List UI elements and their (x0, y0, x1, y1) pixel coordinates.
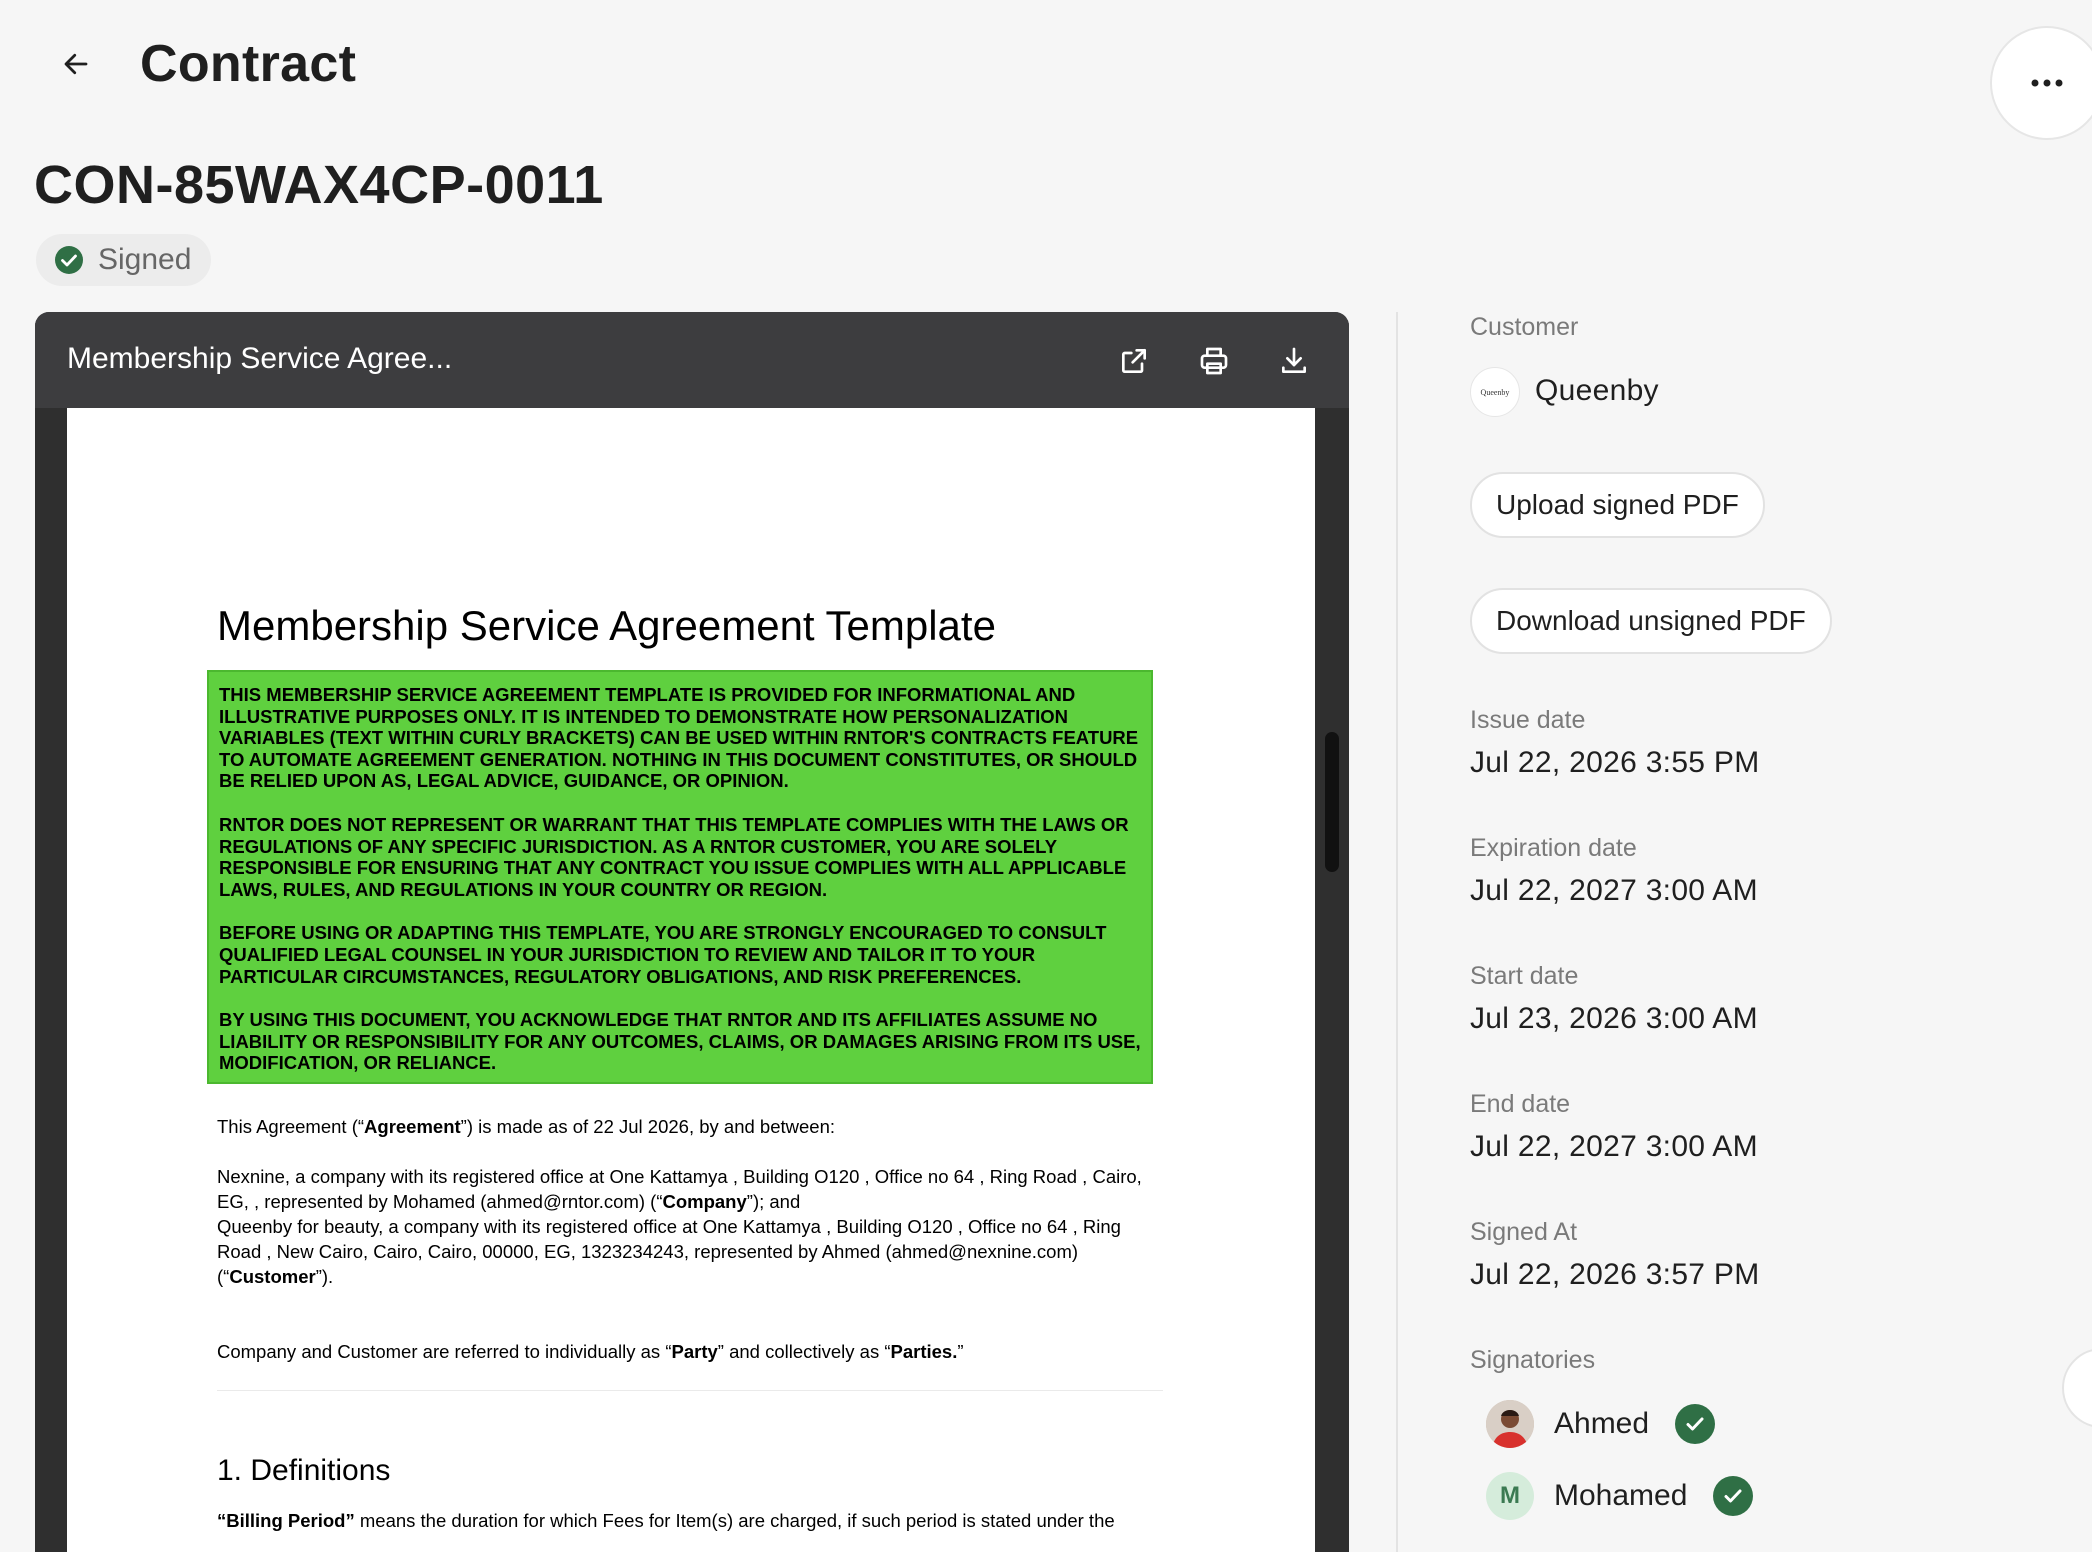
signatory-row (1486, 1400, 1715, 1448)
end-date-label: End date (1470, 1090, 1571, 1118)
expiration-date-value: Jul 22, 2027 3:00 AM (1470, 874, 1758, 907)
signed-check-icon (1713, 1476, 1753, 1516)
definition-billing-period: “Billing Period” means the duration for which Fees for Item(s) are charged, if such period is stated under the (217, 1510, 1115, 1531)
upload-signed-pdf-button[interactable]: Upload signed PDF (1470, 472, 1765, 538)
customer-logo: Queenby (1470, 367, 1520, 417)
document-viewer (35, 312, 1349, 1552)
viewer-scrollbar[interactable] (1325, 732, 1339, 872)
page-title: Contract (140, 35, 357, 93)
print-button[interactable] (1189, 336, 1239, 386)
floating-action-button[interactable] (2062, 1348, 2092, 1428)
panel-divider (1396, 312, 1398, 1552)
more-horizontal-icon (2030, 78, 2064, 88)
print-icon (1198, 345, 1230, 377)
customer-party: Queenby for beauty, a company with its registered office at One Kattamya , Building O120 , Office no 64 , Ring Road , New Cairo, Cairo, Cairo, 00000, EG, 1323234243, represented by Ahmed (ahmed@nexnine.com) (“Customer”). (217, 1216, 1121, 1287)
signatory-row (1486, 1472, 1753, 1520)
section-divider (217, 1390, 1163, 1391)
status-badge (36, 234, 211, 286)
parties-definition: Company and Customer are referred to individually as “Party” and collectively as “Parties.” (217, 1341, 964, 1362)
signatory-name: Mohamed (1554, 1479, 1688, 1512)
document-page (67, 408, 1315, 1552)
signatory-name: Ahmed (1554, 1407, 1650, 1440)
issue-date-value: Jul 22, 2026 3:55 PM (1470, 746, 1760, 779)
person-photo-icon (1486, 1400, 1534, 1448)
avatar: M (1486, 1472, 1534, 1520)
issue-date-label: Issue date (1470, 706, 1586, 734)
check-circle-icon (54, 245, 84, 275)
download-unsigned-pdf-button[interactable]: Download unsigned PDF (1470, 588, 1832, 654)
signed-check-icon (1675, 1404, 1715, 1444)
avatar (1486, 1400, 1534, 1448)
contract-id: CON-85WAX4CP-0011 (34, 155, 604, 215)
signatories-label: Signatories (1470, 1346, 1596, 1374)
start-date-value: Jul 23, 2026 3:00 AM (1470, 1002, 1758, 1035)
download-icon (1278, 345, 1310, 377)
viewer-toolbar (35, 312, 1349, 408)
disclaimer-box (207, 670, 1153, 1084)
status-label: Signed (98, 243, 192, 276)
signed-at-label: Signed At (1470, 1218, 1578, 1246)
disclaimer-paragraph: RNTOR DOES NOT REPRESENT OR WARRANT THAT THIS TEMPLATE COMPLIES WITH THE LAWS OR REGULATIONS OF ANY SPECIFIC JURISDICTION. AS A RNTOR CUSTOMER, YOU ARE SOLELY RESPONSIBLE FOR ENSURING THAT ANY CONTRACT YOU ISSUE COMPLIES WITH ALL APPLICABLE LAWS, RULES, AND REGULATIONS IN YOUR COUNTRY OR REGION. (219, 813, 1129, 900)
arrow-left-icon (61, 49, 91, 79)
disclaimer-paragraph: THIS MEMBERSHIP SERVICE AGREEMENT TEMPLATE IS PROVIDED FOR INFORMATIONAL AND ILLUSTRATIVE PURPOSES ONLY. IT IS INTENDED TO DEMONSTRATE HOW PERSONALIZATION VARIABLES (TEXT WITHIN CURLY BRACKETS) CAN BE USED WITHIN RNTOR'S CONTRACTS FEATURE TO AUTOMATE AGREEMENT GENERATION. NOTHING IN THIS DOCUMENT CONSTITUTES, OR SHOULD BE RELIED UPON AS, LEGAL ADVICE, GUIDANCE, OR OPINION. (219, 684, 1139, 792)
expiration-date-label: Expiration date (1470, 834, 1637, 862)
section-heading: 1. Definitions (217, 1454, 391, 1487)
more-options-button[interactable] (1990, 26, 2092, 140)
end-date-value: Jul 22, 2027 3:00 AM (1470, 1130, 1758, 1163)
disclaimer-paragraph: BY USING THIS DOCUMENT, YOU ACKNOWLEDGE THAT RNTOR AND ITS AFFILIATES ASSUME NO LIABILITY OR RESPONSIBILITY FOR ANY OUTCOMES, CLAIMS, OR DAMAGES ARISING FROM ITS USE, MODIFICATION, OR RELIANCE. (219, 1009, 1141, 1074)
company-party: Nexnine, a company with its registered office at One Kattamya , Building O120 , Office no 64 , Ring Road , Cairo, EG, , represented by Mohamed (ahmed@rntor.com) (“Company”); and (217, 1166, 1142, 1212)
start-date-label: Start date (1470, 962, 1579, 990)
download-button[interactable] (1269, 336, 1319, 386)
open-external-button[interactable] (1109, 336, 1159, 386)
back-button[interactable] (44, 36, 108, 92)
open-external-icon (1118, 345, 1150, 377)
disclaimer-paragraph: BEFORE USING OR ADAPTING THIS TEMPLATE, YOU ARE STRONGLY ENCOURAGED TO CONSULT QUALIFIED LEGAL COUNSEL IN YOUR JURISDICTION TO REVIEW AND TAILOR IT TO YOUR PARTICULAR CIRCUMSTANCES, REGULATORY OBLIGATIONS, AND RISK PREFERENCES. (219, 922, 1107, 987)
agreement-intro: This Agreement (“Agreement”) is made as of 22 Jul 2026, by and between: (217, 1116, 836, 1137)
document-title: Membership Service Agreement Template (217, 602, 996, 649)
signed-at-value: Jul 22, 2026 3:57 PM (1470, 1258, 1760, 1291)
customer-label: Customer (1470, 313, 1579, 341)
viewer-title: Membership Service Agree... (67, 342, 453, 375)
customer-name[interactable]: Queenby (1535, 374, 1659, 407)
